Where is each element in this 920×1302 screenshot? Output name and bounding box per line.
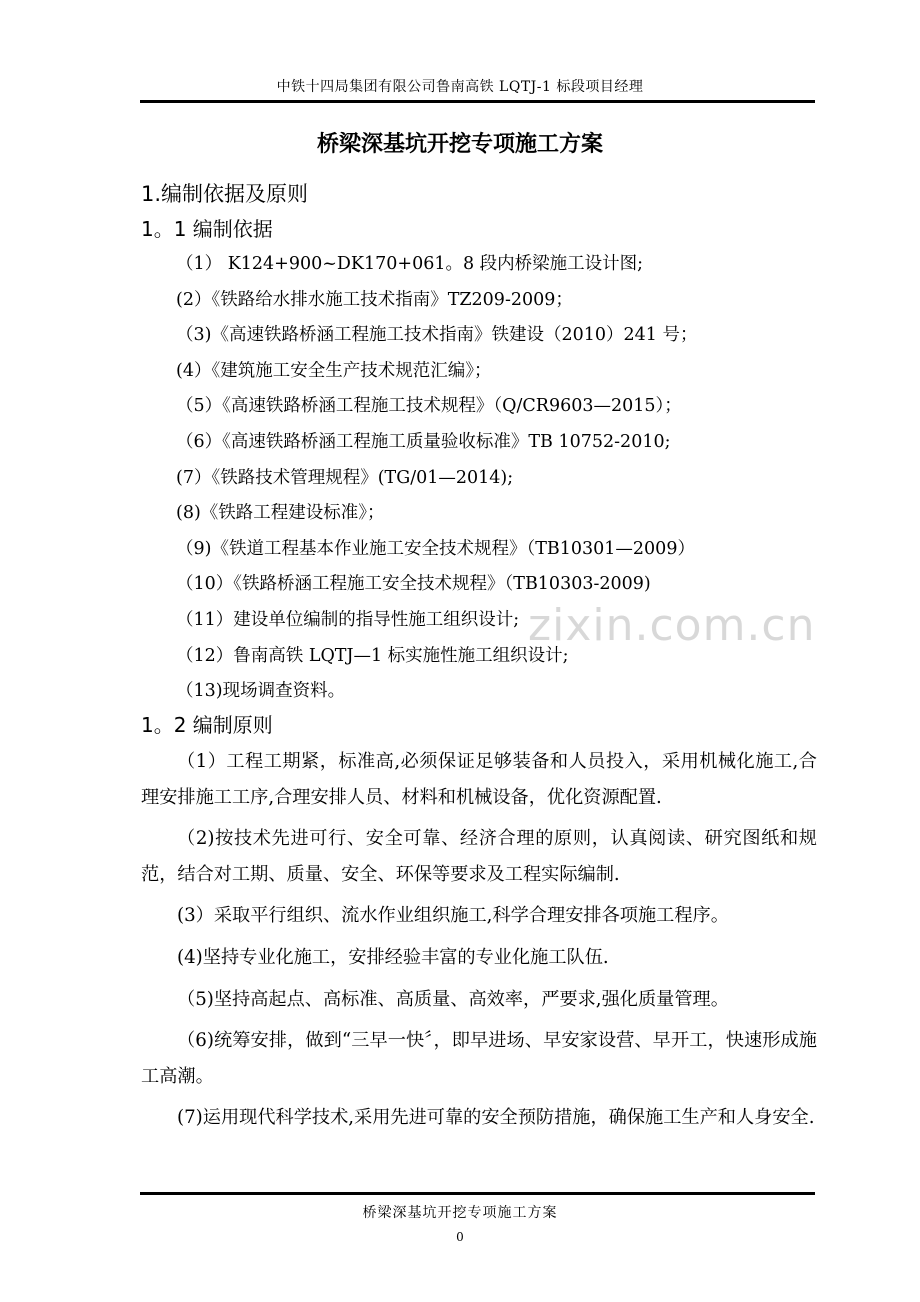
reference-item: (4）《建筑施工安全生产技术规范汇编》；: [176, 360, 492, 381]
reference-item: (8)《铁路工程建设标准》；: [176, 503, 385, 524]
principle-paragraph: (7)运用现代科学技术,采用先进可靠的安全预防措施，确保施工生产和人身安全.: [177, 1107, 815, 1129]
section-heading-1-2: 1。2 编制原则: [141, 713, 273, 737]
reference-item: （11）建设单位编制的指导性施工组织设计;: [176, 609, 520, 630]
principle-paragraph: （2)按技术先进可行、安全可靠、经济合理的原则，认真阅读、研究图纸和规范，结合对工期、质量、安全、环保等要求及工程实际编制.: [141, 828, 817, 885]
reference-item: （13)现场调查资料。: [176, 681, 346, 702]
principle-paragraph: (4)坚持专业化施工，安排经验丰富的专业化施工队伍.: [177, 946, 609, 968]
header-divider: [140, 100, 815, 103]
reference-item: （12）鲁南高铁 LQTJ—1 标实施性施工组织设计;: [176, 645, 569, 666]
principle-paragraph: (3）采取平行组织、流水作业组织施工,科学合理安排各项施工程序。: [177, 905, 729, 927]
section-heading-1: 1.编制依据及原则: [141, 182, 309, 206]
section-heading-1-1: 1。1 编制依据: [141, 217, 273, 241]
reference-item: （10）《铁路桥涵工程施工安全技术规程》（TB10303-2009): [176, 574, 651, 595]
page-header: 中铁十四局集团有限公司鲁南高铁 LQTJ-1 标段项目经理: [276, 79, 644, 95]
footer-divider: [140, 1192, 815, 1195]
reference-item: （3)《高速铁路桥涵工程施工技术指南》铁建设（2010）241 号；: [176, 325, 698, 346]
principle-paragraph: （6)统筹安排，做到“三早一快〞，即早进场、早安家设营、早开工，快速形成施工高潮。: [141, 1030, 817, 1087]
reference-item: (7）《铁路技术管理规程》(TG/01—2014);: [176, 467, 514, 488]
principles-body: [141, 744, 817, 1142]
document-title: 桥梁深基坑开挖专项施工方案: [316, 132, 603, 157]
reference-item: （9)《铁道工程基本作业施工安全技术规程》（TB10301—2009）: [176, 538, 695, 559]
watermark: zixin.com.cn: [528, 600, 816, 651]
principle-paragraph: （1）工程工期紧，标准高,必须保证足够装备和人员投入，采用机械化施工,合理安排施工工序,合理安排人员、材料和机械设备，优化资源配置.: [141, 751, 817, 808]
reference-item: （6）《高速铁路桥涵工程施工质量验收标准》TB 10752-2010;: [176, 431, 671, 452]
principle-paragraph: （5)坚持高起点、高标准、高质量、高效率，严要求,强化质量管理。: [177, 988, 729, 1010]
reference-item: （1） K124+900~DK170+061。8 段内桥梁施工设计图;: [176, 254, 644, 274]
page-footer: 桥梁深基坑开挖专项施工方案: [362, 1205, 558, 1221]
reference-item: （5）《高速铁路桥涵工程施工技术规程》（Q/CR9603—2015）；: [176, 396, 682, 417]
reference-item: (2）《铁路给水排水施工技术指南》TZ209-2009；: [176, 289, 573, 310]
page-number: 0: [456, 1230, 464, 1244]
